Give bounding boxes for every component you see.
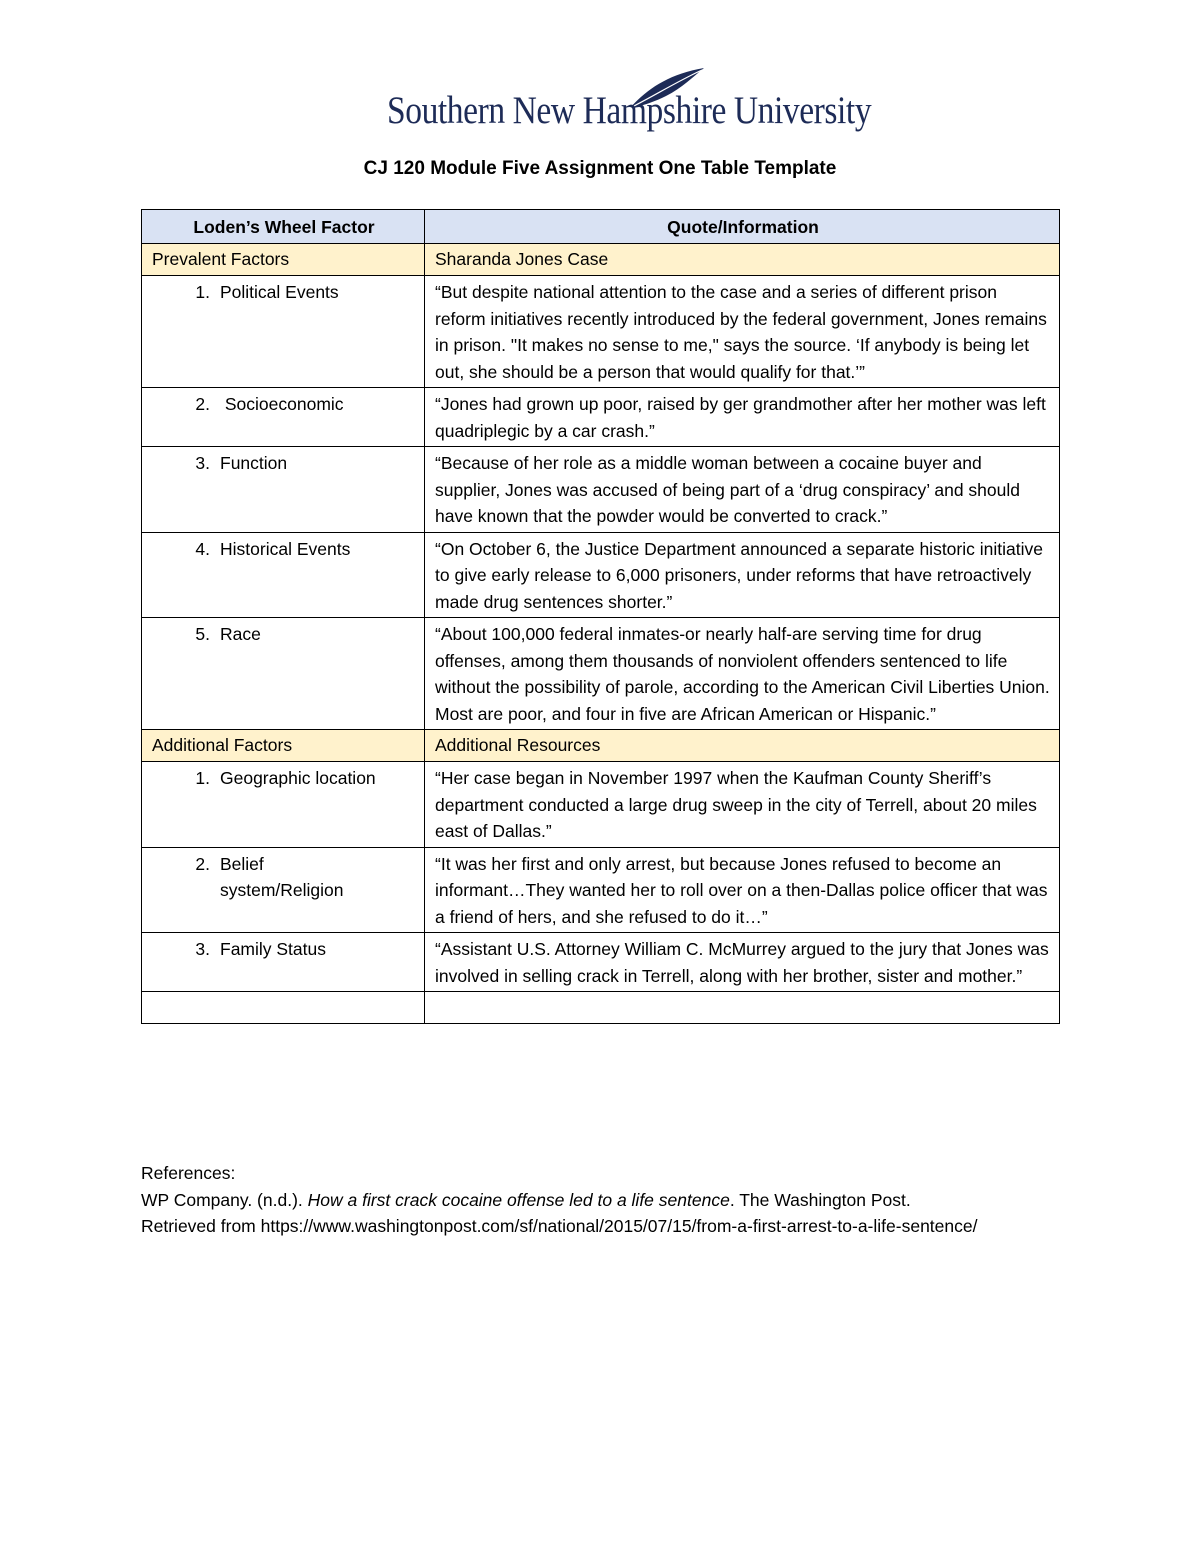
factor-label: Historical Events	[220, 538, 351, 559]
lodens-wheel-table	[141, 209, 1060, 1024]
table-header-row	[142, 210, 1060, 244]
row-number: 1.	[195, 282, 210, 302]
table-row	[142, 618, 1060, 730]
references-section	[141, 1160, 1061, 1240]
quote-text: “Because of her role as a middle woman between a cocaine buyer and supplier, Jones was accused of being part of a ‘drug conspiracy’ and should have known that the powder would be converted to crack.”	[435, 453, 1020, 526]
quote-text: “Her case began in November 1997 when the Kaufman County Sheriff’s department conducted a large drug sweep in the city of Terrell, about 20 miles east of Dallas.”	[435, 768, 1037, 841]
table-row	[142, 933, 1060, 992]
table-row	[142, 447, 1060, 533]
factor-label: Geographic location	[220, 768, 376, 788]
section-row-prevalent	[142, 244, 1060, 276]
column-header-quote: Quote/Information	[425, 210, 1060, 244]
section-resource: Additional Resources	[425, 730, 1060, 762]
empty-cell[interactable]	[425, 992, 1060, 1024]
row-number: 3.	[195, 939, 210, 959]
row-number: 3.	[195, 453, 210, 473]
reference-citation	[141, 1187, 1061, 1214]
citation-retrieved-link[interactable]: Retrieved from https://www.washingtonpost.com/sf/national/2015/07/15/from-a-first-arrest-to-a-life-sentence/	[141, 1216, 978, 1236]
table-row	[142, 276, 1060, 388]
section-label: Additional Factors	[142, 730, 425, 762]
citation-title: How a first crack cocaine offense led to a life sentence	[307, 1189, 730, 1210]
row-number: 2.	[195, 394, 210, 414]
factor-label: Function	[220, 453, 288, 473]
quote-text: “But despite national attention to the case and a series of different prison reform initiatives recently introduced by the federal government, Jones remains in prison. "It makes no sense to me," says the source. ‘If anybody is being let out, she should be a person that would qualify for that.’”	[435, 282, 1047, 382]
factor-label: Belief system/Religion	[220, 853, 344, 900]
factor-label: Family Status	[220, 939, 326, 959]
factor-label: Race	[220, 624, 261, 644]
row-number: 2.	[195, 853, 210, 874]
section-resource: Sharanda Jones Case	[425, 244, 1060, 276]
section-label: Prevalent Factors	[142, 244, 425, 276]
table-row	[142, 532, 1060, 618]
section-row-additional	[142, 730, 1060, 762]
university-logo	[384, 66, 872, 140]
factor-label: Socioeconomic	[220, 394, 344, 414]
citation-author: WP Company. (n.d.).	[141, 1189, 308, 1210]
references-heading: References:	[141, 1163, 236, 1183]
logo-wordmark: Southern New Hampshire University	[387, 89, 872, 132]
quote-text: “On October 6, the Justice Department announced a separate historic initiative to give early release to 6,000 prisoners, under reforms that have retroactively made drug sentences shorter.”	[435, 538, 1043, 612]
row-number: 5.	[195, 624, 210, 644]
document-title: CJ 120 Module Five Assignment One Table Template	[363, 158, 837, 179]
empty-cell[interactable]	[142, 992, 425, 1024]
quote-text: “Assistant U.S. Attorney William C. McMurrey argued to the jury that Jones was involved in selling crack in Terrell, along with her brother, sister and mother.”	[435, 939, 1049, 986]
column-header-factor: Loden’s Wheel Factor	[142, 210, 425, 244]
row-number: 4.	[195, 538, 210, 559]
empty-row	[142, 992, 1060, 1024]
row-number: 1.	[195, 768, 210, 788]
citation-publisher: . The Washington Post.	[729, 1189, 911, 1210]
quote-text: “It was her first and only arrest, but because Jones refused to become an informant…They wanted her to roll over on a then-Dallas police officer that was a friend of hers, and she refused to do it…”	[435, 853, 1048, 927]
quote-text: “About 100,000 federal inmates-or nearly half-are serving time for drug offenses, among them thousands of nonviolent offenders sentenced to life without the possibility of parole, according to the American Civil Liberties Union. Most are poor, and four in five are African American or Hispanic.”	[435, 624, 1050, 724]
quote-text: “Jones had grown up poor, raised by ger grandmother after her mother was left quadriplegic by a car crash.”	[435, 394, 1046, 441]
table-row	[142, 762, 1060, 848]
table-row	[142, 388, 1060, 447]
factor-label: Political Events	[220, 282, 339, 302]
table-row	[142, 847, 1060, 933]
